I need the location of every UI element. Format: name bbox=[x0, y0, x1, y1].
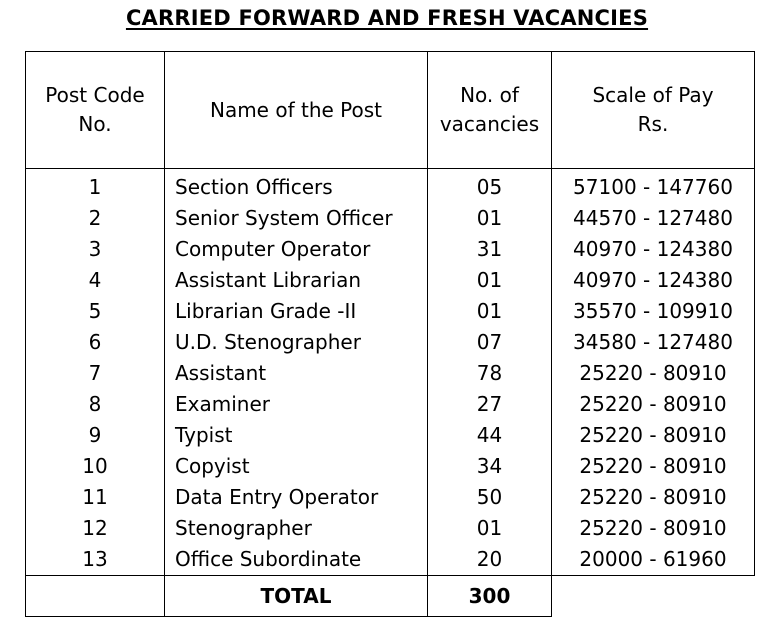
post-code-cell: 12 bbox=[26, 513, 165, 544]
vacancies-cell: 01 bbox=[428, 203, 552, 234]
post-name-cell: Typist bbox=[165, 420, 428, 451]
scale-of-pay-cell: 25220 - 80910 bbox=[552, 482, 755, 513]
post-name-cell: Copyist bbox=[165, 451, 428, 482]
page-title-text: CARRIED FORWARD AND FRESH VACANCIES bbox=[125, 6, 649, 30]
scale-of-pay-cell: 25220 - 80910 bbox=[552, 358, 755, 389]
post-code-cell: 1 bbox=[26, 169, 165, 204]
table-row bbox=[26, 389, 755, 420]
vacancies-cell: 05 bbox=[428, 169, 552, 204]
scale-of-pay-cell: 20000 - 61960 bbox=[552, 544, 755, 576]
post-code-cell: 10 bbox=[26, 451, 165, 482]
header-post-name-text: Name of the Post bbox=[209, 97, 383, 122]
header-post-code-line2: No. bbox=[78, 112, 112, 136]
vacancies-cell: 44 bbox=[428, 420, 552, 451]
scale-of-pay-cell: 40970 - 124380 bbox=[552, 265, 755, 296]
post-code-cell: 11 bbox=[26, 482, 165, 513]
header-vacancies-line1: No. of bbox=[460, 83, 519, 107]
table-row bbox=[26, 420, 755, 451]
post-name-cell: Section Officers bbox=[165, 169, 428, 204]
post-name-cell: Assistant Librarian bbox=[165, 265, 428, 296]
table-row bbox=[26, 327, 755, 358]
table-header-row bbox=[26, 52, 755, 169]
post-name-cell: Examiner bbox=[165, 389, 428, 420]
scale-of-pay-cell: 25220 - 80910 bbox=[552, 389, 755, 420]
header-scale-of-pay-line1: Scale of Pay bbox=[592, 83, 714, 107]
post-code-cell: 3 bbox=[26, 234, 165, 265]
post-name-cell: Librarian Grade -II bbox=[165, 296, 428, 327]
table-body bbox=[26, 169, 755, 576]
post-name-cell: Office Subordinate bbox=[165, 544, 428, 576]
post-name-cell: Computer Operator bbox=[165, 234, 428, 265]
post-code-cell: 8 bbox=[26, 389, 165, 420]
scale-of-pay-cell: 34580 - 127480 bbox=[552, 327, 755, 358]
table-row bbox=[26, 234, 755, 265]
total-empty-cell bbox=[552, 576, 755, 617]
vacancies-cell: 27 bbox=[428, 389, 552, 420]
post-name-cell: Assistant bbox=[165, 358, 428, 389]
scale-of-pay-cell: 35570 - 109910 bbox=[552, 296, 755, 327]
table-row bbox=[26, 358, 755, 389]
post-code-cell: 5 bbox=[26, 296, 165, 327]
scale-of-pay-cell: 40970 - 124380 bbox=[552, 234, 755, 265]
header-scale-of-pay-line2: Rs. bbox=[637, 112, 669, 136]
vacancies-cell: 31 bbox=[428, 234, 552, 265]
post-name-cell: U.D. Stenographer bbox=[165, 327, 428, 358]
header-vacancies bbox=[428, 52, 552, 169]
post-name-cell: Senior System Officer bbox=[165, 203, 428, 234]
post-code-cell: 4 bbox=[26, 265, 165, 296]
vacancies-cell: 34 bbox=[428, 451, 552, 482]
vacancies-cell: 01 bbox=[428, 296, 552, 327]
post-code-cell: 9 bbox=[26, 420, 165, 451]
table-row bbox=[26, 203, 755, 234]
total-value: 300 bbox=[428, 576, 552, 617]
scale-of-pay-cell: 44570 - 127480 bbox=[552, 203, 755, 234]
vacancies-cell: 01 bbox=[428, 265, 552, 296]
header-vacancies-line2: vacancies bbox=[439, 112, 540, 136]
total-row bbox=[26, 576, 755, 617]
scale-of-pay-cell: 25220 - 80910 bbox=[552, 451, 755, 482]
scale-of-pay-cell: 25220 - 80910 bbox=[552, 513, 755, 544]
table-row bbox=[26, 482, 755, 513]
vacancies-cell: 50 bbox=[428, 482, 552, 513]
post-name-cell: Data Entry Operator bbox=[165, 482, 428, 513]
vacancies-cell: 78 bbox=[428, 358, 552, 389]
post-code-cell: 2 bbox=[26, 203, 165, 234]
total-spacer-cell bbox=[26, 576, 165, 617]
table-row bbox=[26, 296, 755, 327]
post-name-cell: Stenographer bbox=[165, 513, 428, 544]
post-code-cell: 6 bbox=[26, 327, 165, 358]
vacancies-table bbox=[25, 51, 755, 617]
vacancies-cell: 07 bbox=[428, 327, 552, 358]
header-post-name bbox=[165, 52, 428, 169]
header-post-code-line1: Post Code bbox=[45, 83, 145, 107]
vacancies-cell: 01 bbox=[428, 513, 552, 544]
scale-of-pay-cell: 25220 - 80910 bbox=[552, 420, 755, 451]
table-row bbox=[26, 169, 755, 204]
page-title bbox=[0, 6, 774, 30]
header-scale-of-pay bbox=[552, 52, 755, 169]
table-row bbox=[26, 451, 755, 482]
vacancies-cell: 20 bbox=[428, 544, 552, 576]
table-row bbox=[26, 513, 755, 544]
post-code-cell: 13 bbox=[26, 544, 165, 576]
header-post-code bbox=[26, 52, 165, 169]
post-code-cell: 7 bbox=[26, 358, 165, 389]
table-row bbox=[26, 544, 755, 576]
scale-of-pay-cell: 57100 - 147760 bbox=[552, 169, 755, 204]
total-label: TOTAL bbox=[165, 576, 428, 617]
table-row bbox=[26, 265, 755, 296]
